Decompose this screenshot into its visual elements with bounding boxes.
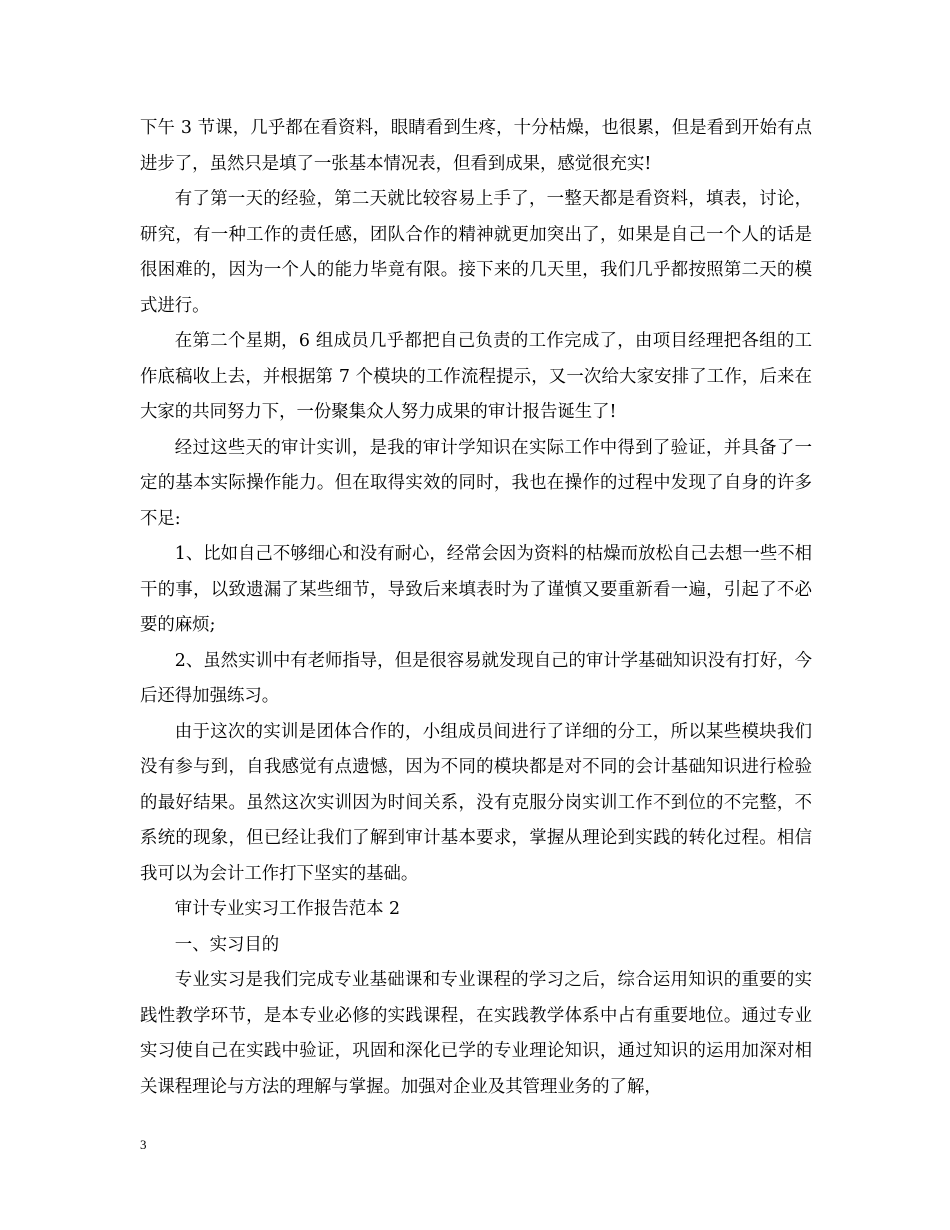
paragraph-10: 专业实习是我们完成专业基础课和专业课程的学习之后，综合运用知识的重要的实践性教学环节，是本专业必修的实践课程，在实践教学体系中占有重要地位。通过专业实习使自己在实践中验证，巩固和深化已学的专业理论知识，通过知识的运用加深对相关课程理论与方法的理解与掌握。加强对企业及其管理业务的了解， xyxy=(140,970,812,1097)
paragraph-6: 2、虽然实训中有老师指导，但是很容易就发现自己的审计学基础知识没有打好，今后还得加强练习。 xyxy=(140,650,812,706)
paragraph-5: 1、比如自己不够细心和没有耐心，经常会因为资料的枯燥而放松自己去想一些不相干的事，以致遗漏了某些细节，导致后来填表时为了谨慎又要重新看一遍，引起了不必要的麻烦; xyxy=(140,544,812,635)
section-title: 审计专业实习工作报告范本 2 xyxy=(174,899,401,919)
paragraph-7: 由于这次的实训是团体合作的，小组成员间进行了详细的分工，所以某些模块我们没有参与到，自我感觉有点遗憾，因为不同的模块都是对不同的会计基础知识进行检验的最好结果。虽然这次实训因为时间关系，没有克服分岗实训工作不到位的不完整，不系统的现象，但已经让我们了解到审计基本要求，掌握从理论到实践的转化过程。相信我可以为会计工作打下坚实的基础。 xyxy=(140,721,812,884)
section-heading: 一、实习目的 xyxy=(174,934,280,955)
paragraph-1: 下午 3 节课，几乎都在看资料，眼睛看到生疼，十分枯燥，也很累，但是看到开始有点进步了，虽然只是填了一张基本情况表，但看到成果，感觉很充实! xyxy=(140,118,812,174)
document-body xyxy=(140,111,812,1105)
page-number: 3 xyxy=(140,1137,147,1152)
paragraph-3: 在第二个星期，6 组成员几乎都把自己负责的工作完成了，由项目经理把各组的工作底稿收上去，并根据第 7 个模块的工作流程提示，又一次给大家安排了工作，后来在大家的共同努力下，一份聚集众人努力成果的审计报告诞生了! xyxy=(140,331,812,422)
paragraph-2: 有了第一天的经验，第二天就比较容易上手了，一整天都是看资料，填表，讨论，研究，有一种工作的责任感，团队合作的精神就更加突出了，如果是自己一个人的话是很困难的，因为一个人的能力毕竟有限。接下来的几天里，我们几乎都按照第二天的模式进行。 xyxy=(140,189,812,316)
paragraph-4: 经过这些天的审计实训，是我的审计学知识在实际工作中得到了验证，并具备了一定的基本实际操作能力。但在取得实效的同时，我也在操作的过程中发现了自身的许多不足: xyxy=(140,437,812,529)
